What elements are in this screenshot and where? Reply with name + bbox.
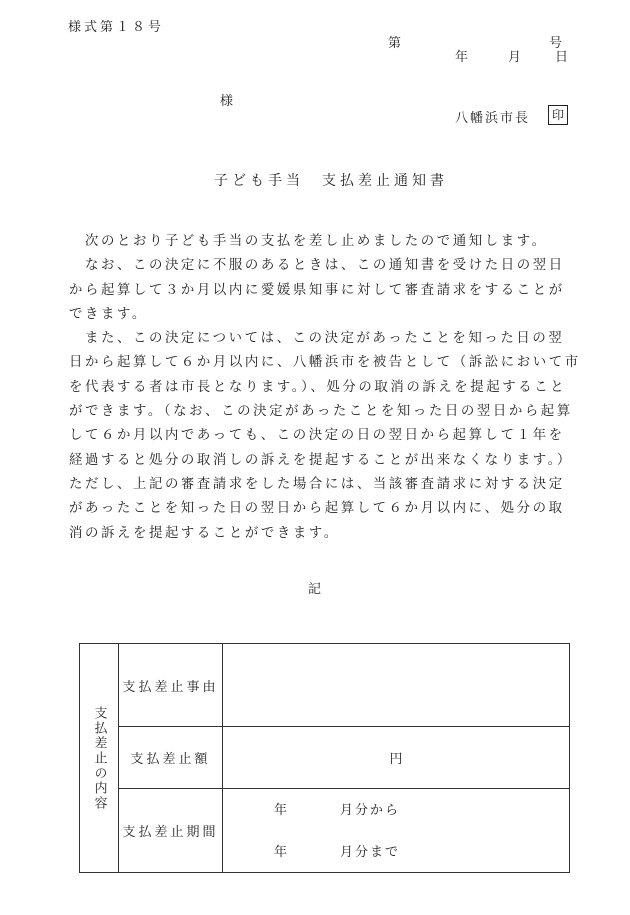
body-line: 日から起算して６か月以内に、八幡浜市を被告として（訴訟において市: [69, 355, 581, 371]
body-line: 次のとおり子ども手当の支払を差し止めましたので通知します。: [69, 234, 548, 249]
amount-label: 支払差止額: [119, 727, 223, 789]
official-seal: 印: [548, 105, 568, 125]
period-to-year: 年: [274, 844, 288, 860]
date-year: 年: [455, 50, 469, 65]
body-line: ができます。（なお、この決定があったことを知った日の翌日から起算: [69, 404, 573, 420]
doc-number-prefix: 第: [388, 36, 402, 51]
body-line: また、この決定については、この決定があったことを知った日の翌: [69, 331, 565, 347]
suspension-details-table: [79, 643, 570, 873]
body-line: して６か月以内であっても、この決定の日の翌日から起算して１年を: [69, 428, 565, 444]
body-line: 経過すると処分の取消しの訴えを提起することが出来なくなります。）: [69, 452, 573, 468]
period-label: 支払差止期間: [119, 789, 223, 873]
notice-body: [69, 230, 581, 546]
body-line: できます。: [69, 306, 148, 322]
body-line: があったことを知った日の翌日から起算して６か月以内に、処分の取: [69, 501, 565, 517]
form-number: 様式第１８号: [68, 20, 165, 35]
period-from-year: 年: [274, 802, 288, 818]
amount-unit: 円: [389, 752, 403, 767]
body-line: ただし、上記の審査請求をした場合には、当該審査請求に対する決定: [69, 476, 565, 492]
period-to-month: 月分まで: [340, 844, 401, 860]
reason-label: 支払差止事由: [119, 644, 223, 727]
amount-value-cell[interactable]: [223, 727, 570, 789]
issuer-name: 八幡浜市長: [455, 111, 531, 126]
document-title: 子ども手当 支払差止通知書: [214, 173, 448, 189]
body-line: から起算して３か月以内に愛媛県知事に対して審査請求をすることが: [69, 282, 565, 298]
date-day: 日: [555, 50, 569, 65]
body-line: 消の訴えを提起することができます。: [69, 525, 340, 541]
doc-number-suffix: 号: [549, 36, 563, 51]
issue-date: [455, 46, 568, 65]
group-label-cell: [80, 644, 119, 873]
addressee-suffix: 様: [220, 94, 234, 109]
body-line: を代表する者は市長となります。）、処分の取消の訴えを提起すること: [69, 379, 567, 395]
group-label: 支払差止の内容: [91, 705, 107, 811]
period-from-month: 月分から: [340, 802, 401, 818]
body-line: なお、この決定に不服のあるときは、この通知書を受けた日の翌日: [69, 258, 565, 274]
period-value-cell[interactable]: [223, 789, 570, 873]
reason-value-cell[interactable]: [223, 644, 570, 727]
record-heading: 記: [308, 582, 322, 597]
date-month: 月: [508, 50, 522, 65]
